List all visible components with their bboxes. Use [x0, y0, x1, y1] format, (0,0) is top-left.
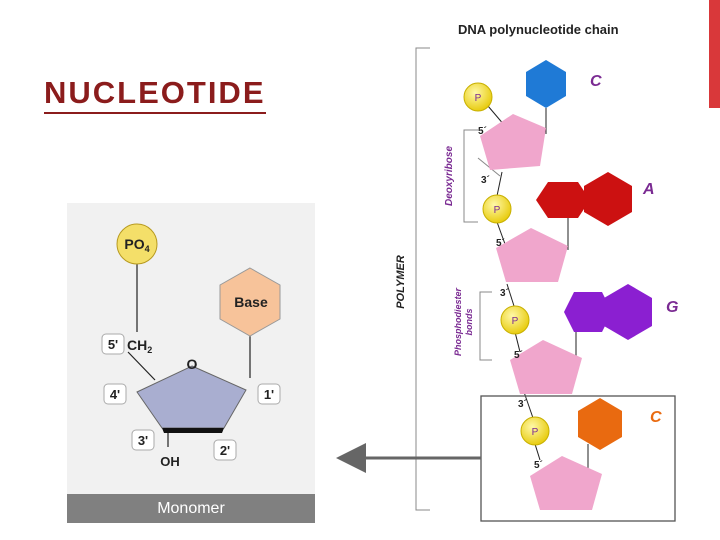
slide-title: NUCLEOTIDE [44, 76, 266, 114]
prime-3-label: 3´ [481, 175, 490, 186]
deoxyribose-label: Deoxyribose [444, 145, 455, 207]
base-letter-2: A [643, 181, 655, 198]
base-c-1-shape [526, 60, 566, 108]
prime-5-label: 5´ [514, 350, 523, 361]
base-letter-4: C [650, 409, 662, 426]
phosphate-label: $PO_4$ [124, 236, 150, 254]
monomer-diagram [102, 224, 280, 469]
backbone-link [515, 332, 520, 352]
dna-chain-diagram [342, 22, 678, 521]
chain-unit-3 [501, 284, 678, 410]
phosphodiester-label-line2: bonds [464, 308, 474, 336]
chain-title: DNA polynucleotide chain [458, 22, 619, 37]
phosphodiester-label-line1: Phosphodiester [453, 287, 463, 357]
carbon-3-label: 3' [137, 433, 149, 448]
base-label: Base [234, 294, 268, 310]
pentose-sugar [137, 366, 246, 428]
polymer-bracket [416, 48, 430, 510]
carbon-2-label: 2' [219, 443, 231, 458]
base-a-5ring [536, 182, 590, 218]
deoxyribose-bracket [464, 130, 478, 222]
oh-label: OH [160, 454, 180, 469]
deoxyribose-sugar [510, 340, 582, 394]
ch2-label: $CH_2$ [127, 337, 153, 355]
phosphate-symbol: P [531, 427, 539, 438]
phosphate-symbol: P [493, 205, 501, 216]
carbon-5-label: 5' [107, 337, 119, 352]
prime-3-label: 3´ [518, 399, 527, 410]
phosphate-symbol: P [511, 316, 519, 327]
monomer-caption: Monomer [67, 494, 315, 523]
base-g-6ring [604, 284, 652, 340]
prime-3-label: 3´ [500, 288, 509, 299]
chain-unit-4 [521, 398, 662, 510]
backbone-link [535, 444, 540, 460]
carbon-4-label: 4' [109, 387, 121, 402]
base-a-6ring [584, 172, 632, 226]
ring-oxygen-label: O [186, 356, 198, 372]
pentose-edge [162, 428, 224, 433]
chain-unit-2 [483, 172, 655, 299]
base-c-4-shape [578, 398, 622, 450]
prime-5-label: 5´ [534, 460, 543, 471]
carbon-1-label: 1' [263, 387, 275, 402]
polymer-label: POLYMER [395, 255, 407, 309]
prime-5-label: 5´ [496, 238, 505, 249]
phosphodiester-bracket [480, 292, 492, 360]
deoxyribose-sugar [480, 114, 546, 170]
prime-5-label: 5´ [478, 126, 487, 137]
base-letter-1: C [590, 73, 602, 90]
ch2-bond [128, 352, 155, 380]
chain-unit-1 [464, 60, 602, 186]
deoxyribose-sugar [496, 228, 568, 282]
base-letter-3: G [666, 299, 679, 316]
phosphate-symbol: P [474, 93, 482, 104]
